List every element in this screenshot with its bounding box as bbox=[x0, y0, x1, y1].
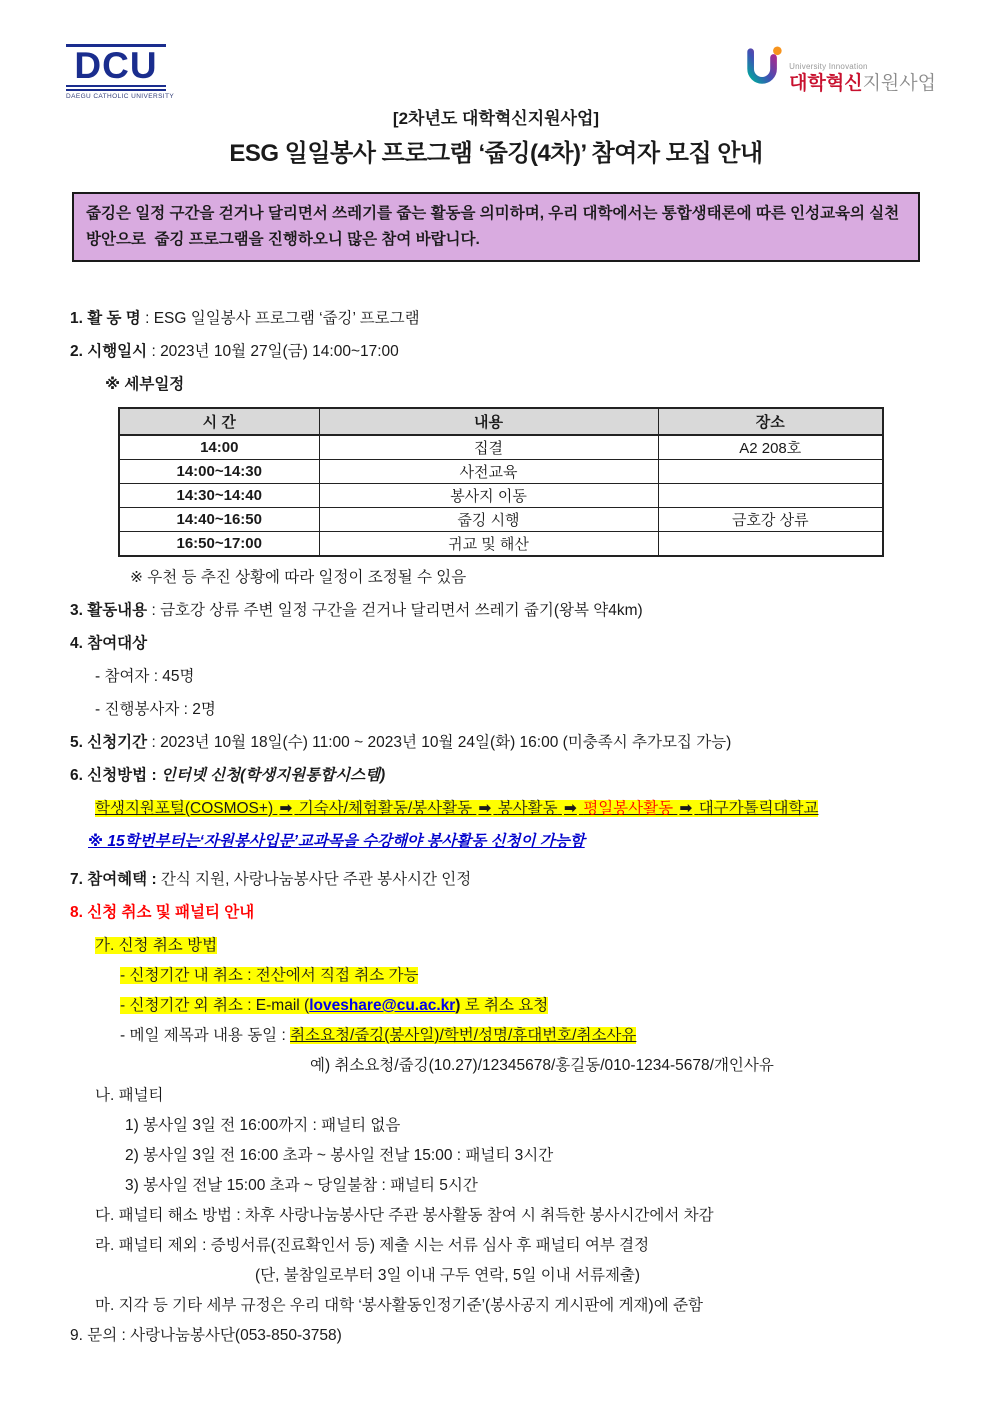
penalty-rule-3: 3) 봉사일 전날 15:00 초과 ~ 당일불참 : 패널티 5시간 bbox=[125, 1177, 478, 1194]
table-cell: 14:00 bbox=[119, 435, 319, 460]
table-cell bbox=[658, 484, 883, 508]
item-date: 2. 시행일시 : 2023년 10월 27일(금) 14:00~17:00 bbox=[70, 343, 399, 360]
other-rules: 마. 지각 등 기타 세부 규정은 우리 대학 ‘봉사활동인정기준’(봉사공지 게시판에 게재)에 준함 bbox=[95, 1297, 703, 1314]
table-row bbox=[119, 460, 883, 484]
table-row bbox=[119, 435, 883, 460]
document-body bbox=[0, 262, 992, 1347]
item-benefits: 7. 참여혜택 : 간식 지원, 사랑나눔봉사단 주관 봉사시간 인정 bbox=[70, 871, 472, 888]
page-header bbox=[0, 0, 992, 100]
intro-highlight-box: 줍깅은 일정 구간을 걷거나 달리면서 쓰레기를 줍는 활동을 의미하며, 우리 대학에서는 통합생태론에 따른 인성교육의 실천방안으로 줍깅 프로그램을 진행하오니 많은 참여 바랍니다. bbox=[72, 192, 920, 262]
right-arrow-icon: ➡ bbox=[478, 800, 492, 817]
right-arrow-icon: ➡ bbox=[679, 800, 693, 817]
schedule-header-row bbox=[119, 408, 883, 435]
penalty-rule-2: 2) 봉사일 3일 전 16:00 초과 ~ 봉사일 전날 15:00 : 패널티 3시간 bbox=[125, 1147, 554, 1164]
item-activity-detail: 3. 활동내용 : 금호강 상류 주변 일정 구간을 걷거나 달리면서 쓰레기 줍기(왕복 약4km) bbox=[70, 602, 643, 619]
table-cell bbox=[658, 532, 883, 557]
table-cell: 봉사지 이동 bbox=[319, 484, 658, 508]
item-activity-name: 1. 활 동 명 : ESG 일일봉사 프로그램 ‘줍깅’ 프로그램 bbox=[70, 310, 420, 327]
table-cell: A2 208호 bbox=[658, 435, 883, 460]
table-row bbox=[119, 508, 883, 532]
item-contact: 9. 문의 : 사랑나눔봉사단(053-850-3758) bbox=[70, 1327, 342, 1344]
table-cell bbox=[658, 460, 883, 484]
schedule-note-label: ※ 세부일정 bbox=[105, 376, 185, 393]
course-requirement-note: ※ 15학번부터는‘자원봉사입문’교과목을 수강해야 봉사활동 신청이 가능함 bbox=[88, 833, 585, 850]
item-application-period: 5. 신청기간 : 2023년 10월 18일(수) 11:00 ~ 2023년 10월 24일(화) 16:00 (미충족시 추가모집 가능) bbox=[70, 734, 732, 751]
participants-count: - 참여자 : 45명 bbox=[95, 668, 195, 685]
document-subtitle: [2차년도 대학혁신지원사업] bbox=[392, 109, 600, 128]
application-path-text: 학생지원포털(COSMOS+) ➡ 기숙사/체험활동/봉사활동 ➡ 봉사활동 ➡ 평일봉사활동 ➡ 대구가톨릭대학교 bbox=[95, 800, 819, 817]
penalty-resolve: 다. 패널티 해소 방법 : 차후 사랑나눔봉사단 주관 봉사활동 참여 시 취득한 봉사시간에서 차감 bbox=[95, 1207, 714, 1224]
table-cell: 집결 bbox=[319, 435, 658, 460]
university-innovation-logo bbox=[743, 44, 936, 95]
dcu-logo bbox=[66, 44, 175, 100]
application-path bbox=[95, 798, 982, 820]
volunteers-count: - 진행봉사자 : 2명 bbox=[95, 701, 216, 718]
dcu-logo-subtext: DAEGU CATHOLIC UNIVERSITY bbox=[66, 93, 175, 100]
table-cell: 귀교 및 해산 bbox=[319, 532, 658, 557]
table-cell: 14:40~16:50 bbox=[119, 508, 319, 532]
innovation-logo-text bbox=[789, 63, 936, 95]
item-participants: 4. 참여대상 bbox=[70, 635, 148, 652]
table-row bbox=[119, 532, 883, 557]
schedule-header-place: 장소 bbox=[658, 408, 883, 435]
innovation-u-icon bbox=[743, 44, 785, 95]
schedule-table bbox=[118, 407, 884, 557]
cancel-within-period: - 신청기간 내 취소 : 전산에서 직접 취소 가능 bbox=[120, 967, 419, 984]
table-cell: 16:50~17:00 bbox=[119, 532, 319, 557]
cancel-method-heading: 가. 신청 취소 방법 bbox=[95, 937, 218, 954]
email-link[interactable]: loveshare@cu.ac.kr bbox=[309, 997, 456, 1014]
schedule-header-time: 시 간 bbox=[119, 408, 319, 435]
table-cell: 줍깅 시행 bbox=[319, 508, 658, 532]
schedule-header-content: 내용 bbox=[319, 408, 658, 435]
right-arrow-icon: ➡ bbox=[279, 800, 293, 817]
innovation-logo-title: 대학혁신지원사업 bbox=[789, 73, 936, 94]
item-application-method: 6. 신청방법 : 인터넷 신청(학생지원통합시스템) bbox=[70, 767, 386, 784]
table-cell: 14:30~14:40 bbox=[119, 484, 319, 508]
table-row bbox=[119, 484, 883, 508]
schedule-weather-note: ※ 우천 등 추진 상황에 따라 일정이 조정될 수 있음 bbox=[130, 569, 467, 586]
cancel-outside-period: - 신청기간 외 취소 : E-mail (loveshare@cu.ac.kr) 로 취소 요청 bbox=[120, 997, 549, 1014]
penalty-rule-1: 1) 봉사일 3일 전 16:00까지 : 패널티 없음 bbox=[125, 1117, 401, 1134]
mail-format-example: 예) 취소요청/줍깅(10.27)/12345678/홍길동/010-1234-5678/개인사유 bbox=[310, 1057, 774, 1074]
item-cancel-penalty-heading: 8. 신청 취소 및 패널티 안내 bbox=[70, 904, 255, 921]
document-title: ESG 일일봉사 프로그램 ‘줍깅(4차)’ 참여자 모집 안내 bbox=[229, 140, 763, 167]
dcu-logo-text: DCU bbox=[66, 44, 166, 91]
penalty-exclude: 라. 패널티 제외 : 증빙서류(진료확인서 등) 제출 시는 서류 심사 후 패널티 여부 결정 bbox=[95, 1237, 650, 1254]
penalty-exclude-condition: (단, 불참일로부터 3일 이내 구두 연락, 5일 이내 서류제출) bbox=[255, 1267, 641, 1284]
innovation-logo-subtitle: University Innovation bbox=[789, 62, 868, 71]
table-cell: 14:00~14:30 bbox=[119, 460, 319, 484]
penalty-heading: 나. 패널티 bbox=[95, 1087, 164, 1104]
table-cell: 금호강 상류 bbox=[658, 508, 883, 532]
table-cell: 사전교육 bbox=[319, 460, 658, 484]
right-arrow-icon: ➡ bbox=[563, 800, 577, 817]
mail-format-rule: - 메일 제목과 내용 동일 : 취소요청/줍깅(봉사일)/학번/성명/휴대번호/취소사유 bbox=[120, 1027, 637, 1044]
